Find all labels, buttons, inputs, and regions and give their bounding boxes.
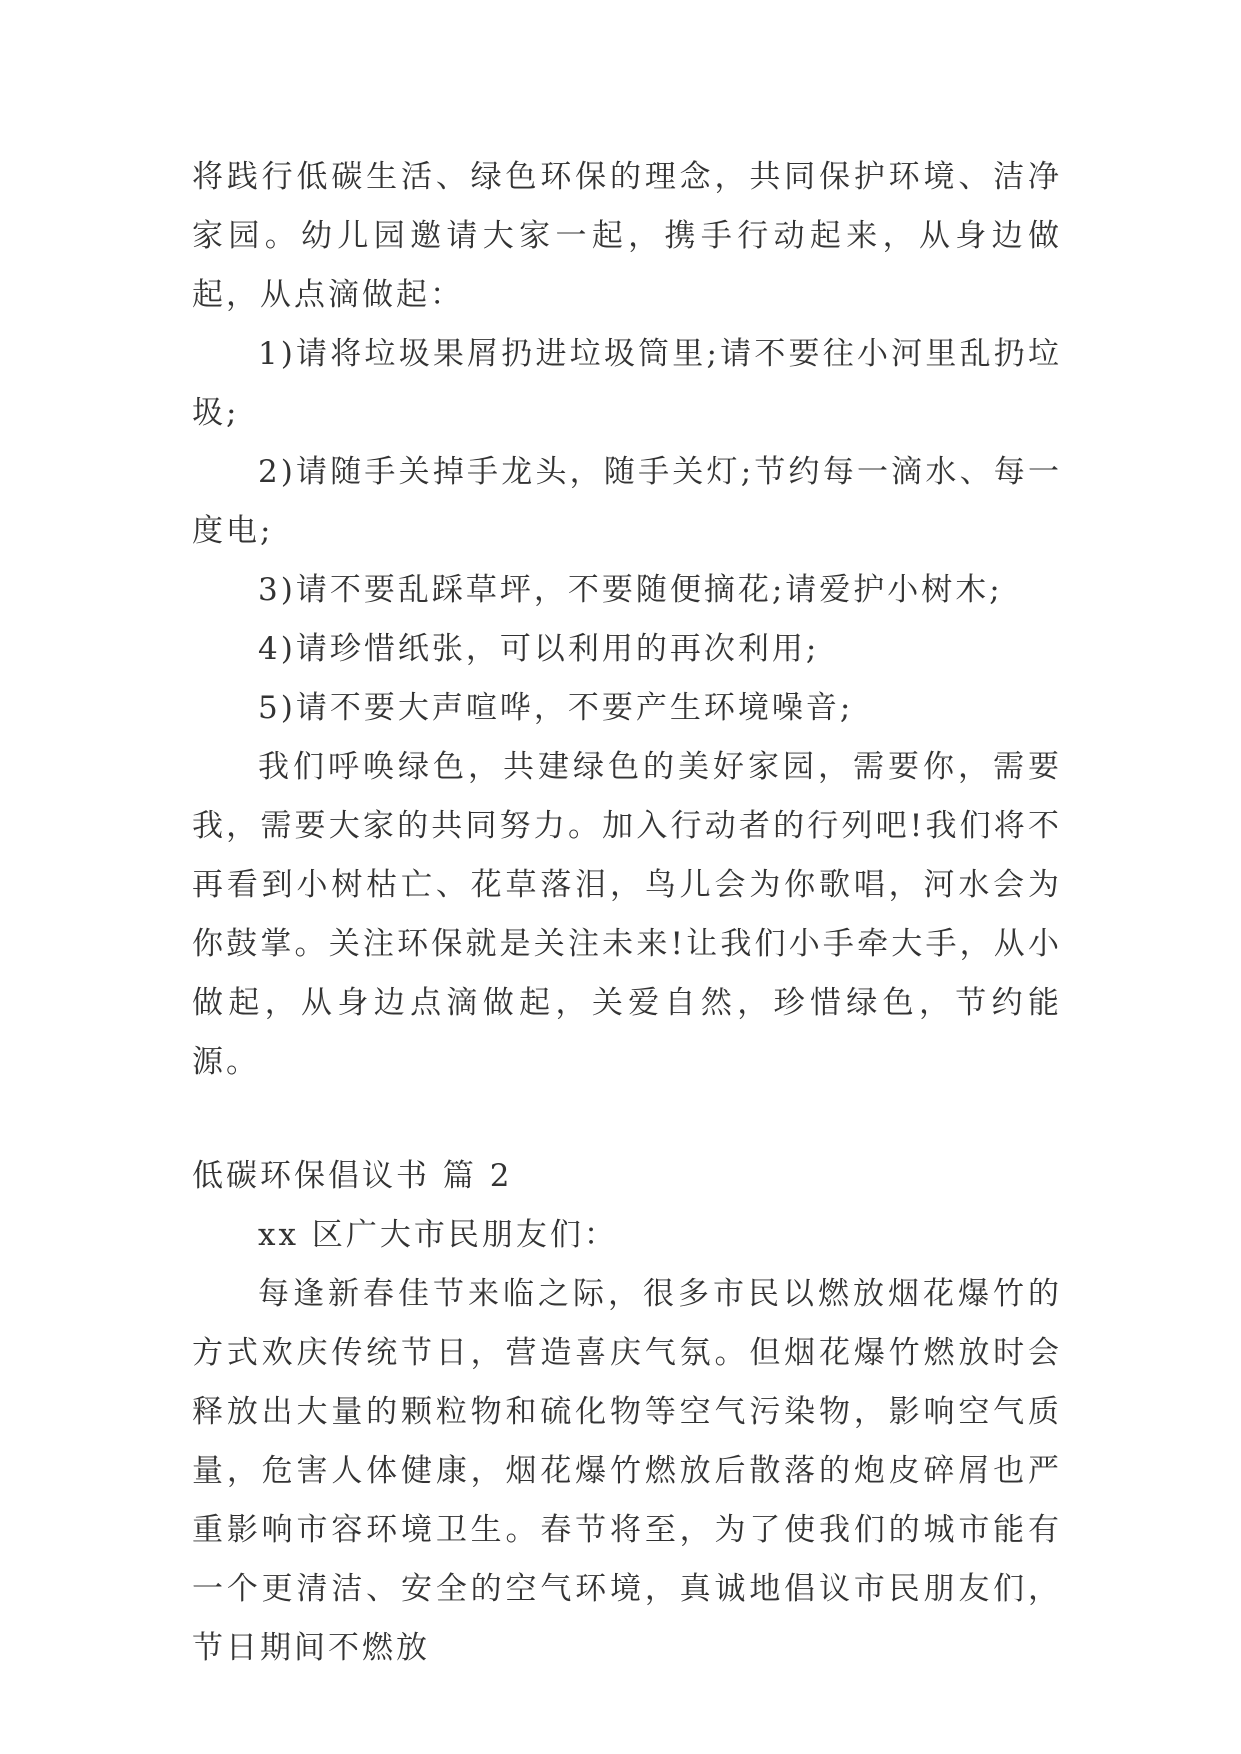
- list-item-1: 1)请将垃圾果屑扔进垃圾筒里;请不要往小河里乱扔垃圾;: [192, 336, 1062, 431]
- paragraph-closing: 我们呼唤绿色，共建绿色的美好家园，需要你，需要我，需要大家的共同努力。加入行动者的行列吧!我们将不再看到小树枯亡、花草落泪，鸟儿会为你歌唱，河水会为你鼓掌。关注环保就是关注未来!让我们小手牵大手，从小做起，从身边点滴做起，关爱自然，珍惜绿色，节约能源。: [192, 749, 1062, 1080]
- list-item-3: 3)请不要乱踩草坪，不要随便摘花;请爱护小树木;: [258, 572, 1003, 608]
- paragraph-intro: 将践行低碳生活、绿色环保的理念，共同保护环境、洁净家园。幼儿园邀请大家一起，携手行动起来，从身边做起，从点滴做起：: [192, 159, 1062, 313]
- list-item-2: 2)请随手关掉手龙头，随手关灯;节约每一滴水、每一度电;: [192, 454, 1062, 549]
- paragraph-body: 每逢新春佳节来临之际，很多市民以燃放烟花爆竹的方式欢庆传统节日，营造喜庆气氛。但烟花爆竹燃放时会释放出大量的颗粒物和硫化物等空气污染物，影响空气质量，危害人体健康，烟花爆竹燃放后散落的炮皮碎屑也严重影响市容环境卫生。春节将至，为了使我们的城市能有一个更清洁、安全的空气环境，真诚地倡议市民朋友们，节日期间不燃放: [192, 1276, 1062, 1666]
- section-heading: 低碳环保倡议书 篇 2: [192, 1158, 513, 1194]
- salutation: xx 区广大市民朋友们：: [258, 1217, 618, 1253]
- section-spacer: [192, 1092, 1062, 1147]
- document-body: [192, 148, 1062, 1678]
- list-item-5: 5)请不要大声喧哗，不要产生环境噪音;: [258, 690, 854, 726]
- list-item-4: 4)请珍惜纸张，可以利用的再次利用;: [258, 631, 820, 667]
